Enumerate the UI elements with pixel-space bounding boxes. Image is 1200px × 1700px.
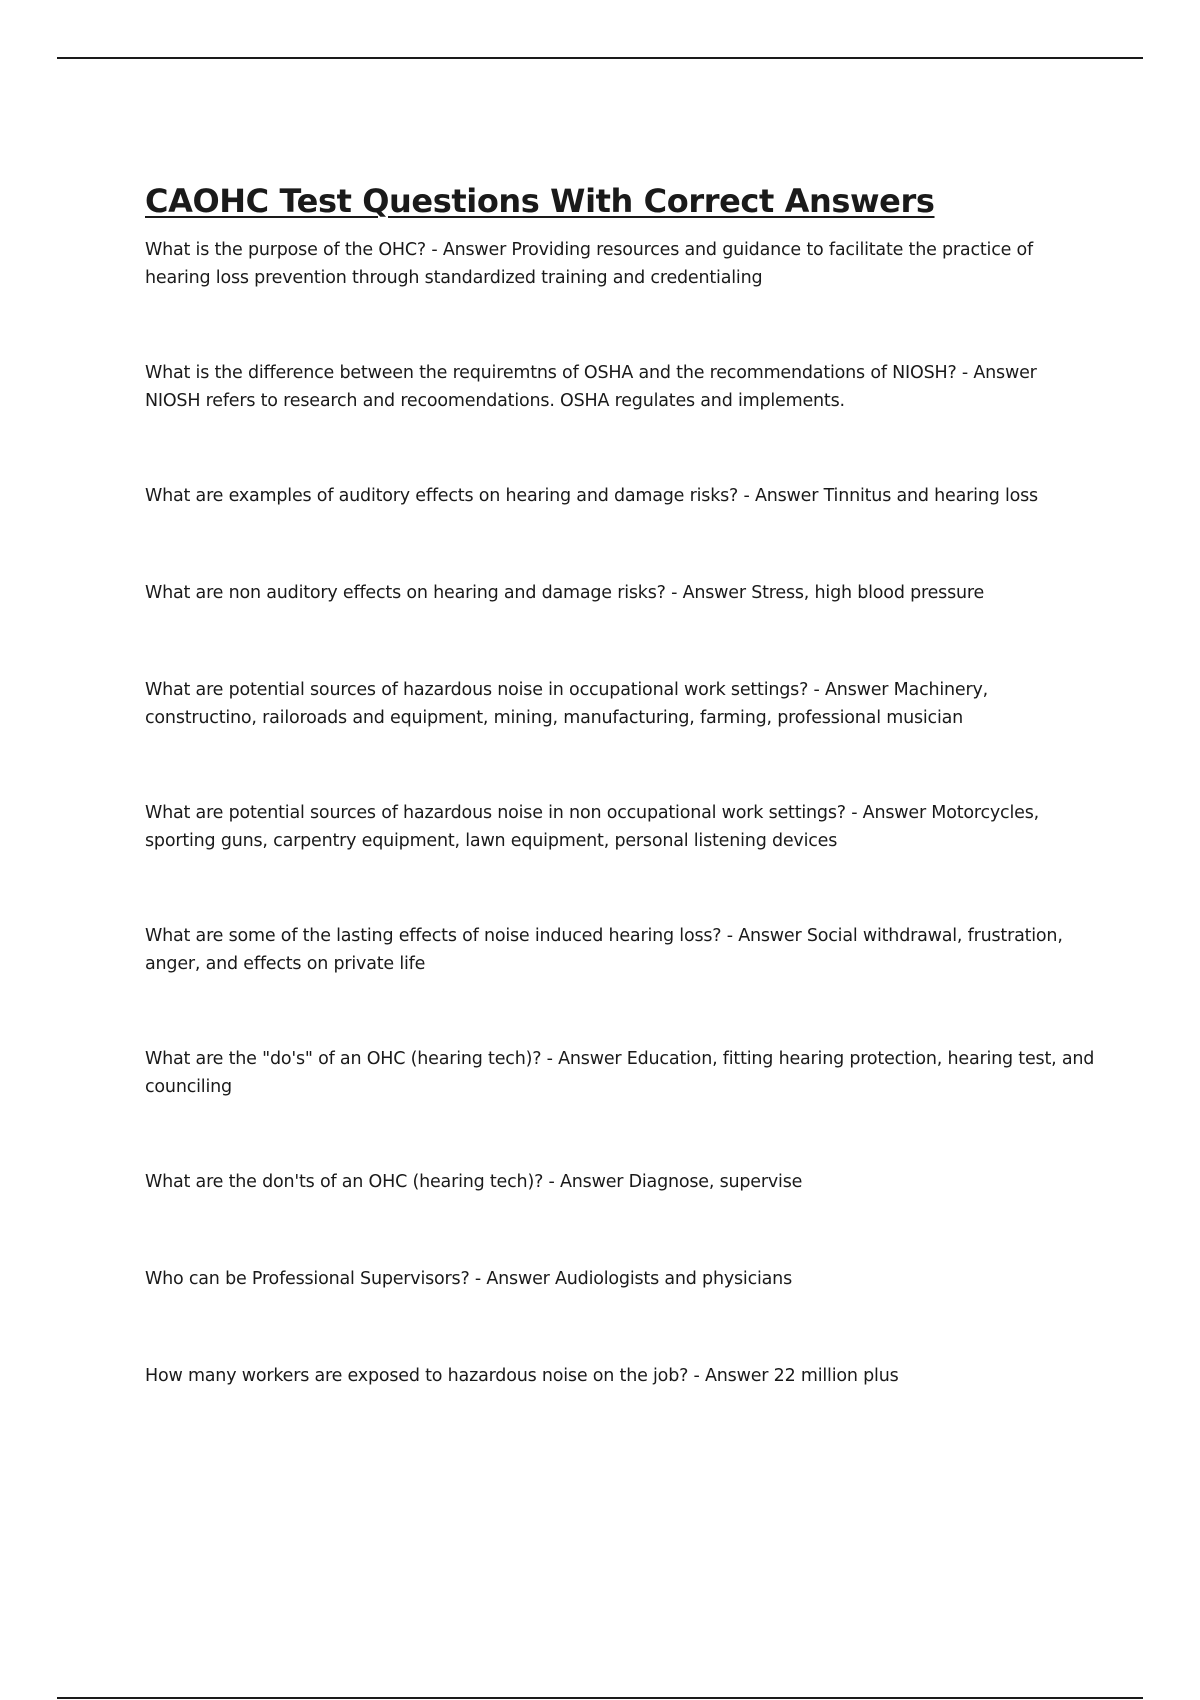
qa-item: What are the don'ts of an OHC (hearing tech)? - Answer Diagnose, supervise	[145, 1172, 803, 1192]
qa-item: What are examples of auditory effects on hearing and damage risks? - Answer Tinnitus and hearing loss	[145, 486, 1038, 506]
footer-rule	[57, 1697, 1143, 1699]
qa-item: What are potential sources of hazardous noise in non occupational work settings? - Answer Motorcycles, sporting guns, carpentry equipment, lawn equipment, personal listening devices	[145, 803, 1039, 851]
header-rule	[57, 57, 1143, 59]
qa-item: What is the purpose of the OHC? - Answer Providing resources and guidance to facilitate the practice of hearing loss prevention through standardized training and credentialing	[145, 240, 1034, 288]
qa-item: What are non auditory effects on hearing and damage risks? - Answer Stress, high blood pressure	[145, 583, 985, 603]
qa-item: How many workers are exposed to hazardous noise on the job? - Answer 22 million plus	[145, 1366, 899, 1386]
qa-list	[145, 236, 1095, 1390]
qa-item: What are potential sources of hazardous noise in occupational work settings? - Answer Machinery, constructino, railoroads and equipment, mining, manufacturing, farming, professional musician	[145, 680, 989, 728]
qa-item: Who can be Professional Supervisors? - Answer Audiologists and physicians	[145, 1269, 792, 1289]
qa-item: What are the "do's" of an OHC (hearing tech)? - Answer Education, fitting hearing protection, hearing test, and counciling	[145, 1049, 1095, 1097]
document-body	[145, 180, 1095, 1390]
qa-item: What is the difference between the requiremtns of OSHA and the recommendations of NIOSH? - Answer NIOSH refers to research and recoomendations. OSHA regulates and implements.	[145, 363, 1037, 411]
document-title: CAOHC Test Questions With Correct Answers	[145, 182, 935, 220]
qa-item: What are some of the lasting effects of noise induced hearing loss? - Answer Social withdrawal, frustration, anger, and effects on private life	[145, 926, 1063, 974]
